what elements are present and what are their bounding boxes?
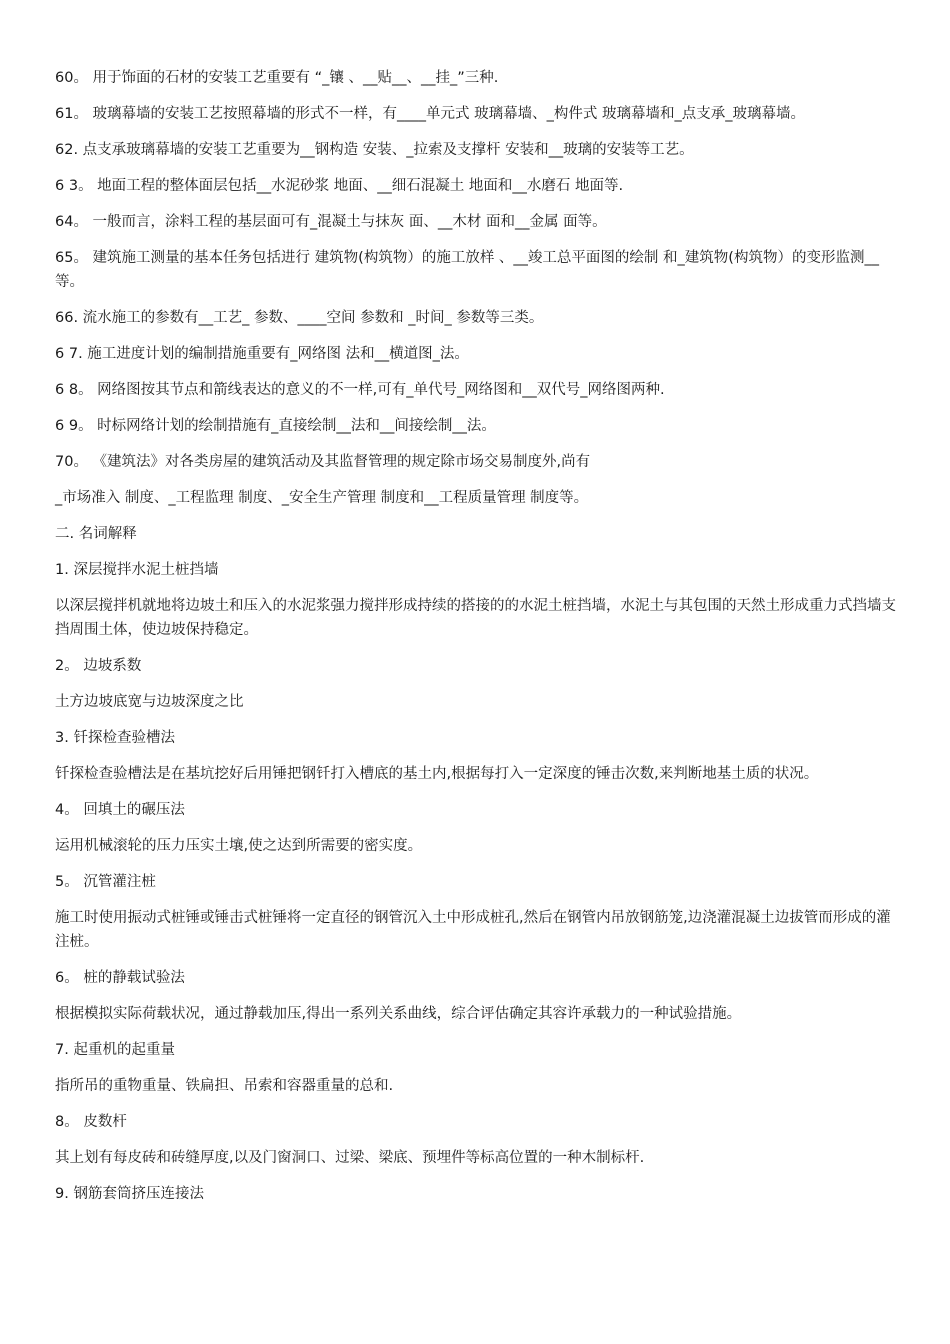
question-66: [55, 306, 902, 330]
term-8-title: [55, 1110, 902, 1134]
question-text: 。 网络图按其节点和箭线表达的意义的不一样,可有_单代号_网络图和__双代号_网络图两种.: [78, 382, 665, 398]
question-text: 。 用于饰面的石材的安装工艺重要有 “_镶 、__贴__、__挂_”三种.: [73, 70, 499, 86]
section-heading: 二. 名词解释: [55, 526, 137, 542]
question-text: 。 《建筑法》对各类房屋的建筑活动及其监督管理的规定除市场交易制度外,尚有: [73, 454, 591, 470]
term-6-definition: 根据模拟实际荷载状况，通过静载加压,得出一系列关系曲线，综合评估确定其容许承载力的一种试验措施。: [55, 1006, 742, 1022]
term-name: 。 回填土的碾压法: [64, 802, 185, 818]
question-61: [55, 102, 902, 126]
term-8-definition: 其上划有每皮砖和砖缝厚度,以及门窗洞口、过梁、梁底、预埋件等标高位置的一种木制标杆.: [55, 1150, 645, 1166]
question-70-continued: _市场准入 制度、_工程监理 制度、_安全生产管理 制度和__工程质量管理 制度等。: [55, 490, 589, 506]
question-text: . 流水施工的参数有__工艺_ 参数、____空间 参数和 _时间_ 参数等三类。: [73, 310, 544, 326]
term-name: . 钢筋套筒挤压连接法: [64, 1186, 204, 1202]
term-number: 1: [55, 562, 65, 578]
question-number: 6 7: [55, 346, 79, 362]
term-7-definition: 指所吊的重物重量、铁扁担、吊索和容器重量的总和.: [55, 1078, 394, 1094]
question-number: 62: [55, 142, 74, 158]
term-number: 2: [55, 658, 65, 674]
question-64: [55, 210, 902, 234]
question-62: [55, 138, 902, 162]
question-60: [55, 66, 902, 90]
term-2-title: [55, 654, 902, 678]
question-text: 。 地面工程的整体面层包括__水泥砂浆 地面、__细石混凝土 地面和__水磨石 地面等.: [78, 178, 624, 194]
term-number: 6: [55, 970, 65, 986]
question-text: . 施工进度计划的编制措施重要有_网络图 法和__横道图_法。: [78, 346, 469, 362]
question-number: 6 3: [55, 178, 79, 194]
term-name: 。 桩的静载试验法: [64, 970, 185, 986]
term-7-title: [55, 1038, 902, 1062]
term-name: 。 边坡系数: [64, 658, 142, 674]
question-text: 。 建筑施工测量的基本任务包括进行 建筑物(构筑物）的施工放样 、__竣工总平面图的绘制 和_建筑物(构筑物）的变形监测__ 等。: [55, 250, 879, 290]
question-65: [55, 246, 902, 294]
term-name: . 钎探检查验槽法: [64, 730, 175, 746]
term-1-definition: 以深层搅拌机就地将边坡土和压入的水泥浆强力搅拌形成持续的搭接的的水泥土桩挡墙，水泥土与其包围的天然土形成重力式挡墙支挡周围土体，使边坡保持稳定。: [55, 598, 896, 638]
term-number: 8: [55, 1114, 65, 1130]
term-1-title: [55, 558, 902, 582]
question-number: 65: [55, 250, 74, 266]
term-2-definition: 土方边坡底宽与边坡深度之比: [55, 694, 244, 710]
question-number: 64: [55, 214, 74, 230]
question-text: 。 一般而言，涂料工程的基层面可有_混凝土与抹灰 面、__木材 面和__金属 面等。: [73, 214, 607, 230]
term-5-definition: 施工时使用振动式桩锤或锤击式桩锤将一定直径的钢管沉入土中形成桩孔,然后在钢管内吊放钢筋笼,边浇灌混凝土边拔管而形成的灌注桩。: [55, 910, 891, 950]
question-number: 6 8: [55, 382, 79, 398]
term-number: 4: [55, 802, 65, 818]
question-number: 6 9: [55, 418, 79, 434]
question-text: 。 时标网络计划的绘制措施有_直接绘制__法和__间接绘制__法。: [78, 418, 496, 434]
term-number: 5: [55, 874, 65, 890]
term-4-definition: 运用机械滚轮的压力压实土壤,使之达到所需要的密实度。: [55, 838, 423, 854]
question-70: [55, 450, 902, 474]
question-68: [55, 378, 902, 402]
term-3-definition: 钎探检查验槽法是在基坑挖好后用锤把钢钎打入槽底的基土内,根据每打入一定深度的锤击次数,来判断地基土质的状况。: [55, 766, 819, 782]
term-number: 3: [55, 730, 65, 746]
question-69: [55, 414, 902, 438]
term-number: 7: [55, 1042, 65, 1058]
term-9-title: [55, 1182, 902, 1206]
term-name: 。 皮数杆: [64, 1114, 127, 1130]
term-6-title: [55, 966, 902, 990]
term-name: . 深层搅拌水泥土桩挡墙: [64, 562, 219, 578]
term-name: 。 沉管灌注桩: [64, 874, 156, 890]
question-number: 66: [55, 310, 74, 326]
term-name: . 起重机的起重量: [64, 1042, 175, 1058]
term-3-title: [55, 726, 902, 750]
question-number: 60: [55, 70, 74, 86]
question-number: 61: [55, 106, 74, 122]
question-number: 70: [55, 454, 74, 470]
question-67: [55, 342, 902, 366]
term-number: 9: [55, 1186, 65, 1202]
question-text: 。 玻璃幕墙的安装工艺按照幕墙的形式不一样，有____单元式 玻璃幕墙、_构件式 玻璃幕墙和_点支承_玻璃幕墙。: [73, 106, 806, 122]
term-5-title: [55, 870, 902, 894]
question-text: . 点支承玻璃幕墙的安装工艺重要为__钢构造 安装、_拉索及支撑杆 安装和__玻璃的安装等工艺。: [73, 142, 694, 158]
question-63: [55, 174, 902, 198]
term-4-title: [55, 798, 902, 822]
